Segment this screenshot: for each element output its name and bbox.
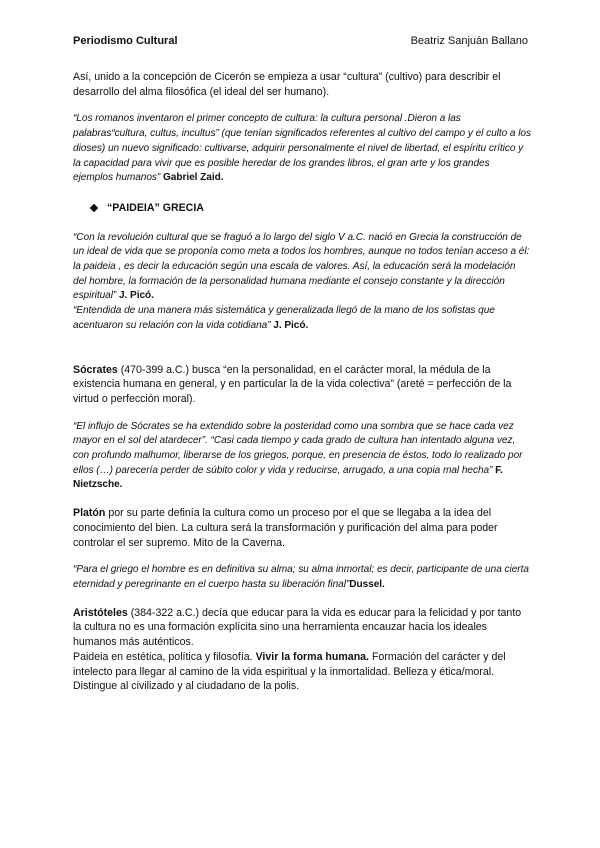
platon-paragraph: [73, 506, 531, 550]
page-header: [73, 34, 528, 48]
quote-zaid: [73, 112, 531, 186]
paideia-text-bold: Vivir la forma humana.: [255, 650, 369, 663]
aristoteles-paragraph: [73, 606, 531, 650]
quote-pico-2-author: J. Picó.: [273, 319, 309, 331]
intro-paragraph: Así, unido a la concepción de Cicerón se empieza a usar “cultura” (cultivo) para describir el desarrollo del alma filosófica (el ideal del ser humano).: [73, 71, 501, 98]
quote-pico-1-text: “Con la revolución cultural que se fraguó a lo largo del siglo V a.C. nació en Grecia la construcción de un ideal de vida que se proponía como meta a todos los hombres, aunque no todos tenían acceso a él: la paideia , es decir la educación según una escala de valores. Así, la educación será la modelación del hombre, la formación de la personalidad humana mediante el consejo constante y la dirección espiritual”: [73, 231, 530, 302]
quote-pico-2: [73, 304, 531, 333]
quote-nietzsche-text: “El influjo de Sócrates se ha extendido sobre la posteridad como una sombra que se hace cada vez mayor en el sol del atardecer”. “Casi cada tiempo y cada grado de cultura han intentado alguna vez, con profundo malhumor, liberarse de los griegos, porque, en presencia de éstos, todo lo realizado por ellos (…) parecería perder de súbito color y vida y reducirse, arrugado, a una copia mal hecha”: [73, 420, 523, 476]
section-heading-paideia: [91, 201, 531, 216]
quote-pico-1: [73, 231, 531, 305]
header-course-title: Periodismo Cultural: [73, 35, 178, 47]
paideia-text-pre: Paideia en estética, política y filosofía.: [73, 650, 253, 663]
aristoteles-text: (384-322 a.C.) decía que educar para la vida es educar para la felicidad y por tanto la cultura no es una formación explícita sino una herramienta encauzar hacia los ideales humanos más auténticos.: [73, 606, 522, 649]
quote-zaid-author: Gabriel Zaid.: [163, 172, 224, 184]
quote-dussel-author: Dussel.: [349, 578, 385, 590]
platon-name: Platón: [73, 507, 106, 520]
socrates-paragraph: [73, 363, 531, 407]
quote-dussel: [73, 563, 531, 592]
diamond-bullet-icon: [90, 204, 98, 212]
quote-pico-2-text: “Entendida de una manera más sistemática y generalizada llegó de la mano de los sofistas que acentuaron su relación con la vida cotidiana”: [73, 305, 495, 331]
quote-dussel-text: “Para el griego el hombre es en definitiva su alma; su alma inmortal; es decir, participante de una cierta eternidad y peregrinante en el cuerpo hasta su liberación final”: [73, 564, 529, 590]
socrates-text: (470-399 a.C.) busca “en la personalidad, en el carácter moral, la médula de la existencia humana en general, y en particular la de la vida colectiva” (areté = perfección de la virtud o perfección moral).: [73, 363, 512, 405]
platon-text: por su parte definía la cultura como un proceso por el que se llegaba a la idea del conocimiento del bien. La cultura será la transformación y purificación del alma para poder controlar el ser supremo. Mito de la Caverna.: [73, 507, 498, 549]
paideia-paragraph: [73, 650, 531, 694]
aristoteles-name: Aristóteles: [73, 606, 128, 619]
quote-zaid-text: “Los romanos inventaron el primer concepto de cultura: la cultura personal .Dieron a las palabras“cultura, cultus, incultus” (que tenían significados referentes al cultivo del campo y el culto a los dioses) un nuevo significado: cultivarse, adquirir personalmente el nivel de libertad, el espíritu crítico y la capacidad para vivir que es posible heredar de los grandes libros, el gran arte y los grandes ejemplos humanos”: [73, 113, 531, 184]
document-body: [73, 70, 531, 694]
quote-nietzsche: [73, 420, 531, 494]
header-author: Beatriz Sanjuán Ballano: [410, 35, 528, 47]
paideia-text-post: Formación del carácter y del intelecto para llegar al camino de la vida espiritual y la inmortalidad. Belleza y ética/moral. Distingue al civilizado y al ciudadano de la polis.: [73, 650, 506, 693]
section-heading-text: “PAIDEIA” GRECIA: [107, 201, 204, 214]
socrates-name: Sócrates: [73, 363, 118, 376]
quote-nietzsche-author: F. Nietzsche.: [73, 464, 503, 491]
quote-pico-1-author: J. Picó.: [118, 290, 154, 302]
